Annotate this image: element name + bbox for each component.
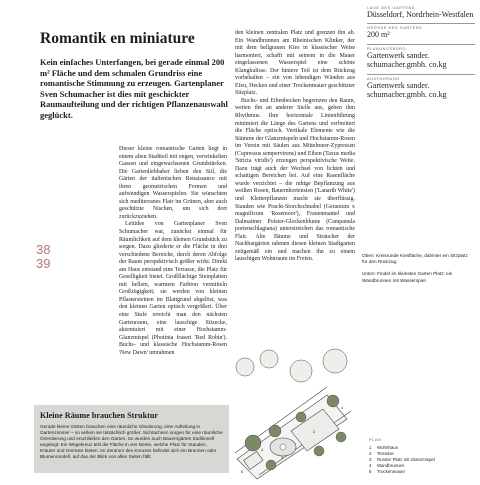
execution-value: Gartenwerk sander. schumacher.gmbh. co.kg: [367, 80, 447, 100]
article-lead: Kein einfaches Unterfangen, bei gerade einmal 200 m² Fläche und dem schmalen Grundriss eine romantische Stimmung zu erzeugen. Gartenplaner Sven Schumacher ist dies mit geschickter Raumaufteilung und der richtigen Pflanzenauswahl geglückt.: [40, 57, 228, 120]
garden-plan-drawing: [231, 347, 359, 480]
body-paragraph: Dieser kleine romantische Garten liegt in einem alten Stadtteil mit engen, verwinkelten Gassen und eingewachsenen Grundstücken. Die Gartenliebhaber lieben den Stil, die Gärten der italienischen Renaissance mit ihren geometrischen Formen und aufwendigen Wasserspielen. Sie wünschten sich mediterranes Flair im Grünen, aber auch geschützte Nischen, um sich dort zurückzuziehen.: [119, 146, 227, 220]
plan-legend-item: 3 Runder Platz mit Glanzmispel: [369, 456, 435, 462]
article-title: Romantik en miniature: [40, 30, 195, 47]
divider: [367, 44, 475, 45]
plan-marker: 3: [281, 455, 284, 460]
plan-legend-item: 5 Trockenmauer: [369, 468, 406, 474]
size-label: GRÖSSE DES GARTENS: [367, 26, 423, 31]
plan-legend-item: 2 Terrasse: [369, 450, 394, 456]
execution-label: AUSFÜHRUNG: [367, 76, 400, 81]
plan-legend: [369, 445, 477, 475]
location-value: Düsseldorf, Nordrhein-Westfalen: [367, 10, 474, 19]
planning-label: PLANUNGSBÜRO: [367, 46, 407, 51]
size-value: 200 m²: [367, 30, 390, 40]
body-paragraph: Buchs- und Eibenhecken begrenzen den Raum, weiten ihn an anderer Stelle aus, geben ihm Rhythmus. Ihre horizontale Linienführung minimiert die Länge des Gartens und verbreitert die Fläche optisch. Vertikale Elemente wie die Stämme der Glanzmispeln und Hochstamm-Rosen im Verein mit Säulen aus Mittelmeer-Zypressen (Cupressus sempervirens) und Eiben (Taxus media 'Stricta viridis') erzeugen perspektivische Weite. Dazu trägt auch der Wechsel von lichten und schattigen Bereichen bei. Auf eine Rasenfläche wurde verzichtet – die ruhige Bepflanzung aus weißen Rosen, Bauernhortensien ('Lanarth White') und Kletterpflanzen macht sie überflüssig. Stauden wie Pracht-Storchschnabel (Geranium x magnificum 'Rosemoor'), Frauenmantel und Dalmatiner Polster-Glockenblume (Campanula portenschlagiana) unterstreichen das romantische Flair. Alte Bäume und Sträucher der Nachbargärten rahmen diesen kleinen Stadtgarten zeitgemäß ein und machen ihn zu einem lauschigen Wohnraum im Freien.: [235, 97, 355, 263]
location-label: LAGE DES GARTENS: [367, 6, 415, 10]
plan-legend-item: 1 Wohnhaus: [369, 445, 398, 450]
divider: [367, 23, 475, 24]
page-number-right: 39: [36, 256, 51, 271]
body-column-1: [119, 146, 227, 357]
plan-marker: 5: [241, 469, 244, 474]
garden-plan: [231, 347, 359, 480]
caption-bottom: Unten: Findet im kleinsten Garten Platz: ein Wandbrunnen mit Wasserspiel.: [362, 271, 453, 283]
info-box: [34, 405, 229, 473]
plan-marker: 4: [261, 447, 264, 452]
info-box-text: Gerade kleine Gärten brauchen eine räumliche Gliederung, eine Aufteilung in Gartenzimmer – so wirken sie tatsächlich größer. Sichtachsen sorgen für eine räumliche Orientierung und erschließen den Garten. So wurden auch Bauerngärten traditionell angelegt: Ein Wegekreuz teilt die Fläche in vier Beete, welche Platz für Stauden, Kräuter und Gemüse bieten. Im Zentrum des Kreuzes befindet sich ein Brunnen oder Blumenrondell, auf das der Blick von allen Seiten fällt.: [40, 424, 223, 460]
planning-value: Gartenwerk sander. schumacher.gmbh. co.kg: [367, 50, 447, 70]
plan-marker: 1: [341, 405, 344, 410]
caption-top: Oben: Kreisrunde Kiesfläche, dahinter ein Sitzplatz für den Rückzug.: [362, 253, 468, 265]
plan-marker: 2: [313, 429, 316, 434]
page-number-left: 38: [36, 242, 51, 257]
info-box-title: Kleine Räume brauchen Struktur: [40, 411, 159, 420]
body-paragraph: Leitidee von Gartenplaner Sven Schumacher war, zunächst einmal für Räumlichkeit auf dem kleinen Grundstück zu sorgen. Dazu gliederte er die Fläche in drei verschiedene Bereiche, durch deren Abfolge der Raum perspektivisch größer wirkt. Direkt am Haus entstand eine Terrasse, die Platz für Geselligkeit bietet. Großflächige Steinplatten mit hellem, warmem Farbton vermitteln Großzügigkeit; sie werden von kleinen Pflastersteinen im Blattgrund abgelöst, was den kleinen Garten optisch vergrößert. Über eine Stufe erreicht man den nächsten Gartenraum, eine lauschige Sitzecke, akzentuiert mit einer Hochstamm-Glanzmispel (Photinia fraseri 'Red Robin'). Buchs- und klassische Hochstamm-Rosen 'New Dawn' umrahmen: [119, 221, 227, 356]
body-column-2: [235, 30, 355, 264]
garden-facts: [367, 6, 475, 103]
plan-legend-item: 4 Wandbrunnen: [369, 462, 405, 468]
body-paragraph: den kleinen zentralen Platz und grenzen ihn ab. Ein Wandbrunnen am Rheinischen Klinker, der mit dem hellgrauen Kies in klassischer Weise harmoniert, schafft mit seinem in die Mauer eingelassenen Wasserspiel eine schöne Klangkulisse. Der hintere Teil ist dem Rückzug vorbehalten – ein von lebendigen Wänden aus Efeu, Hecken und einer Trockenmauer geschützter Sitzplatz.: [235, 30, 355, 97]
plan-legend-label: PLAN: [369, 438, 382, 442]
photo-captions: [362, 253, 474, 290]
divider: [367, 74, 475, 75]
